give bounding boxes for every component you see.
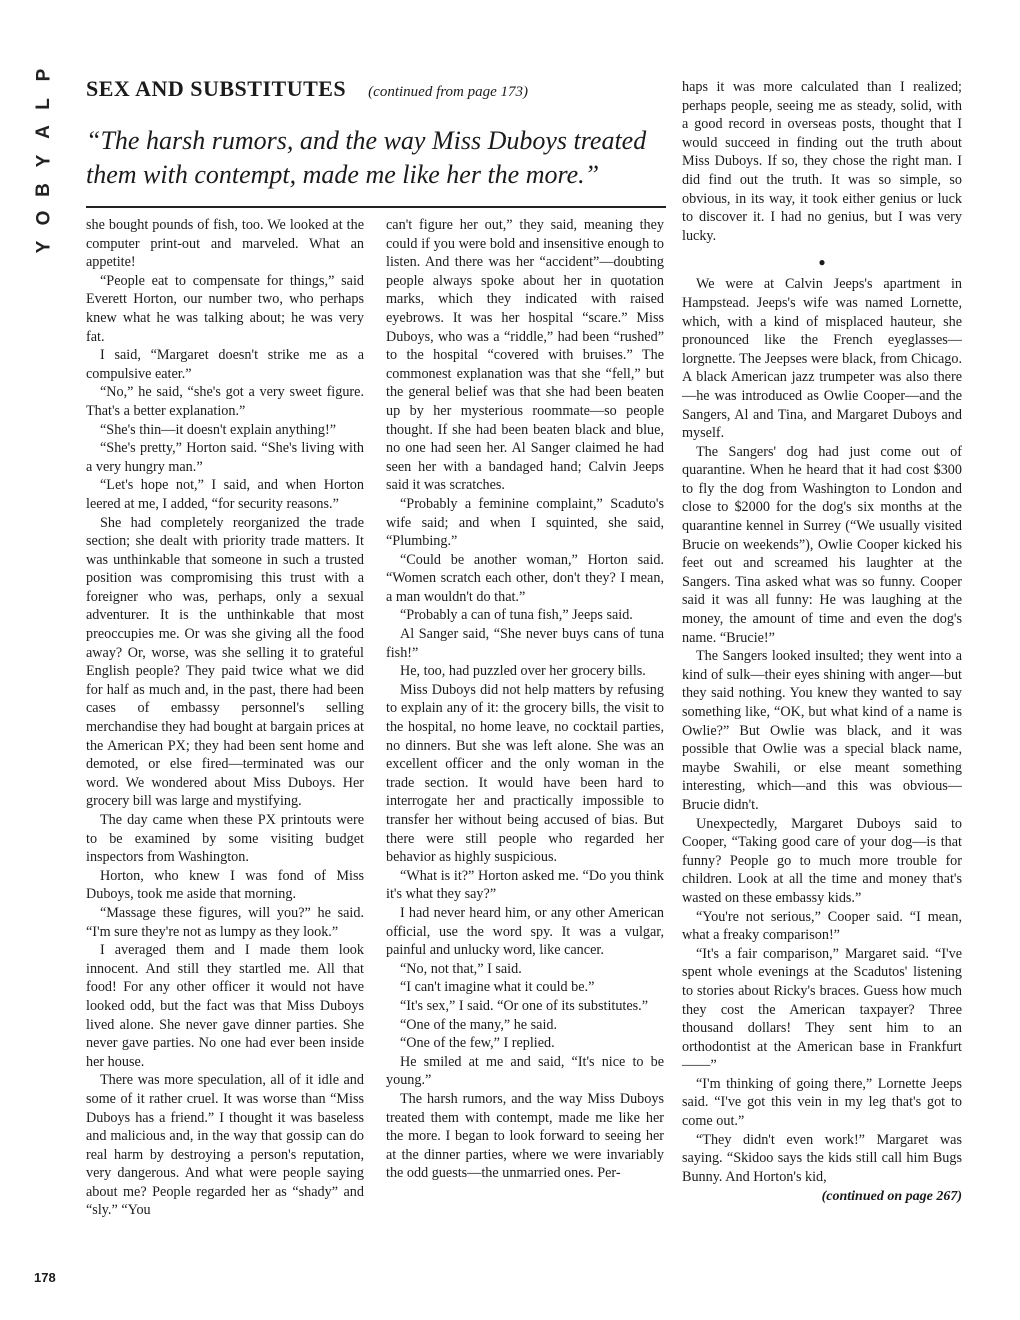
page-number: 178 bbox=[34, 1270, 56, 1285]
paragraph: The Sangers' dog had just come out of quarantine. When he heard that it had cost $300 to fly the dog from Washington to London and close to $2000 for the dog's six months at the quarantine kennel in Surrey (“We usually visited Brucie on weekends”), Owlie Cooper kicked his feet out and screamed his laughter at the Sangers. Tina asked what was so funny. Cooper said it was all funny: He was laughing at the money, the amount of time and even the dog's name. “Brucie!” bbox=[682, 443, 962, 646]
paragraph: “One of the many,” he said. bbox=[400, 1016, 558, 1033]
paragraph: The Sangers looked insulted; they went into a kind of sulk—their eyes shining with anger—but they said nothing. You knew they wanted to say something like, “OK, but what kind of a name is Owlie?” But Owlie was black, and it was possible that Owlie was a special black name, maybe Swahili, or else meant something interesting, which—and this was obvious—Brucie didn't. bbox=[682, 648, 962, 813]
paragraph: She had completely reorganized the trade section; she dealt with priority trade matters. It was unthinkable that someone in such a trusted position was compromising this trust with a foreigner who was, perhaps, only a sexual adventurer. It is the unthinkable that most preoccupies me. Or was she giving all the food away? Or, worse, was she selling it to grateful English people? They paid twice what we did for half as much and, in the past, there had been cases of embassy personnel's selling merchandise they had bought at bargain prices at the American PX; they had been sent home and demoted, or else fired—terminated was our word. We wondered about Miss Duboys. Her grocery bill was large and mystifying. bbox=[86, 514, 364, 810]
paragraph: “She's thin—it doesn't explain anything!” bbox=[100, 421, 337, 438]
paragraph: “It's a fair comparison,” Margaret said. “I've spent whole evenings at the Scadutos' listening to stories about Ricky's braces. Guess how much they cost the American taxpayer? Three thousand dollars! They sent him to an orthodontist at the American base in Frankfurt——” bbox=[682, 945, 962, 1074]
brand-letter: Y bbox=[33, 240, 54, 254]
paragraph: “What is it?” Horton asked me. “Do you think it's what they say?” bbox=[386, 867, 664, 903]
text-column-3 bbox=[682, 78, 962, 1290]
paragraph: Miss Duboys did not help matters by refusing to explain any of it: the grocery bills, the visit to the hospital, no home leave, no cocktail parties, no dinners. But she was left alone. She was an excellent officer and the only woman in the trade section. It would have been hard to interrogate her and practically impossible to transfer her without being accused of bias. But there were still people who regarded her behavior as highly suspicious. bbox=[386, 681, 664, 866]
brand-letter: O bbox=[33, 210, 54, 226]
paragraph: haps it was more calculated than I realized; perhaps people, seeing me as steady, solid, with a good record in overseas posts, thought that I would succeed in finding out the truth about Miss Duboys. If so, they chose the right man. I did find out the truth. It was so simple, so obvious, in its way, it took either genius or luck to discover it. I had no genius, but I was very lucky. bbox=[682, 79, 962, 244]
text-column-2 bbox=[386, 216, 664, 1290]
brand-letter: L bbox=[32, 97, 54, 110]
paragraph: “Could be another woman,” Horton said. “Women scratch each other, don't they? I mean, a man wouldn't do that.” bbox=[386, 551, 664, 605]
continued-on-note: (continued on page 267) bbox=[821, 1189, 962, 1205]
paragraph: “Probably a feminine complaint,” Scaduto's wife said; and when I squinted, she said, “Plumbing.” bbox=[386, 495, 664, 550]
paragraph: “No, not that,” I said. bbox=[400, 960, 522, 977]
paragraph: “You're not serious,” Cooper said. “I mean, what a freaky comparison!” bbox=[682, 908, 962, 944]
paragraph: “I'm thinking of going there,” Lornette Jeeps said. “I've got this vein in my leg that's got to come out.” bbox=[682, 1075, 962, 1130]
section-separator-bullet: ● bbox=[818, 255, 826, 270]
brand-letter: B bbox=[32, 182, 54, 197]
paragraph: We were at Calvin Jeeps's apartment in Hampstead. Jeeps's wife was named Lornette, which, with a kind of misplaced hauteur, she pronounced like the French eyeglasses—lorgnette. The Jeepses were black, from Chicago. A black American jazz trumpeter was also there—he was introduced as Owlie Cooper—and the Sangers, Al and Tina, and Margaret Duboys and myself. bbox=[682, 276, 962, 442]
paragraph: I had never heard him, or any other American official, use the word spy. It was a vulgar, painful and unlucky word, like cancer. bbox=[386, 904, 664, 959]
paragraph: “Let's hope not,” I said, and when Horton leered at me, I added, “for security reasons.” bbox=[86, 477, 364, 512]
paragraph: The harsh rumors, and the way Miss Duboys treated them with contempt, made me like her the more. I began to look forward to seeing her at the dinner parties, where we were invariably the odd guests—the unmarried ones. Per- bbox=[386, 1090, 664, 1182]
text-column-1 bbox=[86, 216, 364, 1286]
brand-letter: P bbox=[33, 68, 54, 82]
paragraph: Al Sanger said, “She never buys cans of tuna fish!” bbox=[386, 626, 664, 661]
paragraph: There was more speculation, all of it idle and some of it rather cruel. It was worse than “Miss Duboys has a friend.” I thought it was baseless and malicious and, in the way that gossip can do real harm by destroying a person's reputation, very dangerous. And what were people saying about me? People regarded her as “shady” and “sly.” “You bbox=[86, 1072, 364, 1219]
pull-quote: “The harsh rumors, and the way Miss Duboys treated them with contempt, made me like her the more.” bbox=[86, 126, 647, 189]
paragraph: “No,” he said, “she's got a very sweet figure. That's a better explanation.” bbox=[86, 384, 364, 419]
paragraph: I averaged them and I made them look innocent. And still they startled me. All that food! For any other officer it would not have looked odd, but the fact was that Miss Duboys lived alone. She never gave dinner parties. She never gave parties. No one had ever been inside her house. bbox=[86, 942, 364, 1070]
paragraph: “One of the few,” I replied. bbox=[400, 1035, 555, 1052]
brand-letter: Y bbox=[33, 154, 54, 168]
paragraph: I said, “Margaret doesn't strike me as a compulsive eater.” bbox=[86, 347, 364, 382]
paragraph: can't figure her out,” they said, meaning they could if you were bold and insensitive enough to listen. And there was her “accident”—doubting people always spoke about her in quotation marks, which they indicated with raised eyebrows. It was her hospital “scare.” Miss Duboys, who was a “riddle,” had been “rushed” to the hospital “covered with bruises.” The commonest explanation was that she “fell,” but the general belief was that she had been beaten up by her mysterious roommate—so people thought. If she had been beaten black and blue, no one had seen her. Al Sanger claimed he had seen her with a bandaged hand; Calvin Jeeps said it was scratches. bbox=[386, 217, 664, 494]
paragraph: “She's pretty,” Horton said. “She's living with a very hungry man.” bbox=[86, 440, 364, 475]
paragraph: He smiled at me and said, “It's nice to be young.” bbox=[386, 1053, 664, 1089]
paragraph: “People eat to compensate for things,” said Everett Horton, our number two, who perhaps knew what he was talking about; he was very fat. bbox=[86, 272, 364, 345]
pull-quote-divider bbox=[86, 206, 666, 208]
paragraph: “It's sex,” I said. “Or one of its substitutes.” bbox=[400, 997, 649, 1014]
paragraph: “They didn't even work!” Margaret was saying. “Skidoo says the kids still call him Bugs Bunny. And Horton's kid, bbox=[682, 1131, 962, 1185]
article-title: SEX AND SUBSTITUTES bbox=[86, 76, 347, 101]
paragraph: The day came when these PX printouts were to be examined by some visiting budget inspectors from Washington. bbox=[86, 812, 364, 866]
continued-from-note: (continued from page 173) bbox=[368, 84, 529, 100]
brand-letter: A bbox=[32, 125, 54, 140]
magazine-brand-vertical bbox=[34, 66, 54, 256]
paragraph: “I can't imagine what it could be.” bbox=[400, 979, 595, 996]
article-header bbox=[86, 76, 666, 106]
paragraph: Unexpectedly, Margaret Duboys said to Cooper, “Taking good care of your dog—is that funny? People go to much more trouble for children. Look at all the time and money that's wasted on these embassy kids.” bbox=[682, 815, 962, 906]
paragraph: “Probably a can of tuna fish,” Jeeps said. bbox=[400, 607, 633, 624]
paragraph: she bought pounds of fish, too. We looked at the computer print-out and marveled. What an appetite! bbox=[86, 217, 364, 271]
paragraph: Horton, who knew I was fond of Miss Duboys, took me aside that morning. bbox=[86, 867, 364, 903]
paragraph: “Massage these figures, will you?” he said. “I'm sure they're not as lumpy as they look.” bbox=[86, 904, 364, 940]
paragraph: He, too, had puzzled over her grocery bills. bbox=[400, 663, 646, 680]
